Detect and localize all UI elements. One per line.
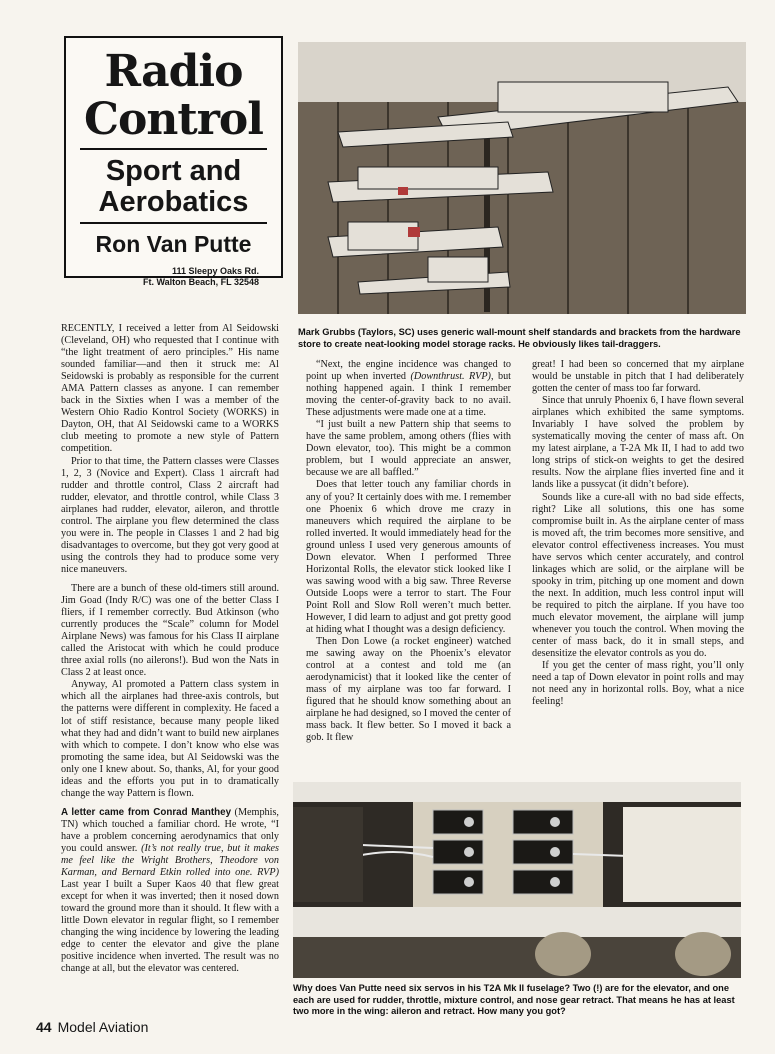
italic-aside: (Downthrust. RVP): [410, 371, 491, 383]
paragraph-letter: [61, 807, 279, 976]
page-number: 44: [36, 1019, 52, 1035]
photo-storage-racks-illustration: [298, 42, 746, 314]
text-span: , but nothing happened again. I think I remember moving the center-of-gravity back to no avail. These adjustments were made one at a time.: [306, 371, 511, 419]
paragraph: Sounds like a cure-all with no bad side effects, right? Like all solutions, this one has some compromise built in. As the airplane center of mass is moved aft, the trim becomes more sensitive, and elevator control effectiveness increases. You must have servos which center accurately, and control linkages which are solid, or the airplane will be spooky in trim, pitching up one moment and down the next. In addition, much less control input will be required to pitch the airplane. If you have too much elevator movement, the airplane will jump whenever you touch the control. When moving the center of mass back, do it in small steps, and desensitize the elevator controls as you do.: [532, 491, 744, 660]
paragraph: Then Don Lowe (a rocket engineer) watched me sawing away on the Phoenix’s elevator control at a contest and told me (an aerodynamicist) that it looked like the center of mass of my airplane was too far forward. I figured that he should know something about an airplane he had designed, so I moved the center of mass back. It flew better. So I moved it back a gob. It flew: [306, 636, 511, 744]
author-divider: [80, 222, 267, 224]
paragraph: There are a bunch of these old-timers still around. Jim Goad (Indy R/C) was one of the better Class I fliers, if I remember correctly. Bud Atkinson (who currently produces the “Scale” column for Model Airplane News) was famous for his Class II airplane called the Aristocat with which he could produce three axial rolls (no ailerons!). Bud won the Nats in Class 2 at least once.: [61, 582, 279, 679]
text-span: (Memphis, TN) which touched a familiar chord. He wrote, “I have a problem concerning aerodynamics that only you could answer.: [61, 806, 279, 854]
column-subtitle: [66, 156, 281, 218]
subtitle-line-2: Aerobatics: [98, 186, 249, 218]
page-footer: [36, 1019, 148, 1035]
column-title: [66, 48, 281, 144]
paragraph: Since that unruly Phoenix 6, I have flown several airplanes which exhibited the same symptoms. Invariably I have solved the problem by systematically moving the center of mass aft. On my latest airplane, a T-2A Mk II, I had to add two long strips of stick-on weights to get the desired results. Now the airplane flies inverted fine and it lands like a pussycat (it didn’t before).: [532, 395, 744, 491]
author-name: Ron Van Putte: [95, 231, 252, 257]
title-line-2: Control: [84, 94, 263, 145]
title-box: [64, 36, 283, 287]
title-line-1: Radio: [104, 46, 243, 97]
italic-aside: (It’s not really true, but it makes me feel like the Wright Brothers, Theodore von Karman, and Bernard Etkin rolled into one. RVP): [61, 842, 279, 879]
text-span: Last year I built a Super Kaos 40 that flew great except for when it was inverted; then it nosed down toward the ground more than it should. It flew with a little Down elevator in regular flight, so I remember changing the wing incidence by lowering the leading edge to center the elevator and give the plane positive incidence when inverted. The result was no change at all, but the elevator was centered.: [61, 879, 279, 975]
caption-top-photo: Mark Grubbs (Taylors, SC) uses generic wall-mount shelf standards and brackets from the hardware store to create neat-looking model storage racks. He obviously likes tail-draggers.: [298, 327, 741, 349]
photo-servos-illustration: [293, 782, 741, 978]
section-lead: A letter came from Conrad Manthey: [61, 806, 232, 818]
paragraph: Does that letter touch any familiar chords in any of you? It certainly does with me. I remember one Phoenix 6 which drove me crazy in maneuvers which required the airplane to be rolled inverted. It would immediately head for the ground unless I used very generous amounts of Down elevator. When I performed Three Horizontal Rolls, the elevator stick looked like I was sawing wood with a big saw. Three Reverse Outside Loops were a terror to start. The Four Point Roll and Slow Roll weren’t much better. However, I did learn to adjust and got pretty good at hiding what I thought was a design deficiency.: [306, 479, 511, 636]
paragraph: great! I had been so concerned that my airplane would be unstable in pitch that I had deliberately gotten the center of mass too far forward.: [532, 359, 744, 395]
article-column-3: [532, 359, 744, 708]
paragraph: “I just built a new Pattern ship that seems to have the same problem, among others (flies with Down elevator, too). This might be a common problem, but I would appreciate an answer, because we are all baffled.”: [306, 419, 511, 479]
photo-fuselage-servos: [293, 782, 741, 978]
article-column-2: [306, 359, 511, 745]
address-street: 111 Sleepy Oaks Rd.: [171, 266, 259, 276]
paragraph: RECENTLY, I received a letter from Al Seidowski (Cleveland, OH) who requested that I continue with “the light treatment of aero principles.” His name sounded familiar—and then it struck me: Al Seidowski is probably as responsible for the current AMA Pattern classes as anyone. I can remember back in the Sixties when I was a member of the Western Ohio Radio Kontrol Society (WORKS) in Dayton, OH, that Al Seidowski came to a WORKS club meeting to promote a new style of Pattern competition.: [61, 323, 279, 455]
photo-model-storage-racks: [298, 42, 746, 314]
address-city: Ft. Walton Beach, FL 32548: [142, 277, 259, 287]
paragraph: [306, 359, 511, 419]
article-column-1: [61, 323, 279, 975]
subtitle-line-1: Sport and: [105, 155, 242, 187]
text-span: “Next, the engine incidence was changed to point up when inverted: [306, 359, 511, 383]
author-address: [66, 266, 259, 288]
magazine-name: Model Aviation: [57, 1019, 149, 1035]
paragraph: Anyway, Al promoted a Pattern class system in which all the airplanes had three-axis controls, but the patterns were different in complexity. He faced a lot of stiff resistance, because many people liked what they had and didn’t want to build new airplanes with which to compete. I don’t know who else was promoting the same idea, but Al Seidowski was the only one I knew about. So, thanks, Al, for your good ideas and the efforts you put in to dramatically change the way Pattern is flown.: [61, 679, 279, 799]
caption-bottom-photo: Why does Van Putte need six servos in his T2A Mk II fuselage? Two (!) are for the elevator, and one each are used for rudder, throttle, mixture control, and nose gear retract. That means he has at least two more in the wing: aileron and retract. How many you got?: [293, 983, 735, 1016]
paragraph: If you get the center of mass right, you’ll only need a tap of Down elevator in point rolls and may not need any in horizontal rolls. Boy, what a nice feeling!: [532, 660, 744, 708]
title-divider: [80, 148, 267, 150]
paragraph: Prior to that time, the Pattern classes were Classes 1, 2, 3 (Novice and Expert). Class 1 aircraft had rudder and throttle control, Class 2 aircraft had rudder, elevator, and throttle control, while Class 3 airplanes had rudder, elevator, aileron, and throttle control. The airplane you flew determined the class you were in. The people in Classes 1 and 2 had big disadvantages to overcome, but they got very good at using the controls they had to produce some very nice maneuvers.: [61, 455, 279, 575]
